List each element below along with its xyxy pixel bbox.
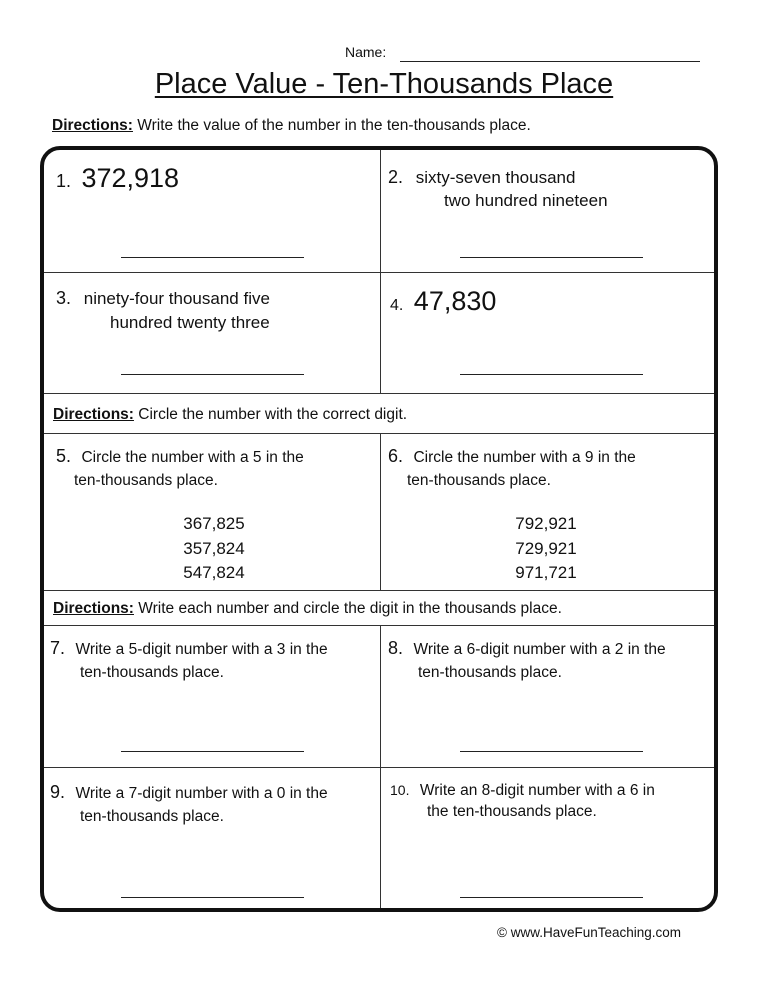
directions-label: Directions: bbox=[53, 600, 134, 617]
question-10 bbox=[390, 779, 655, 802]
copyright-footer[interactable]: © www.HaveFunTeaching.com bbox=[497, 925, 682, 940]
directions-text: Circle the number with the correct digit. bbox=[138, 406, 408, 423]
answer-line-1[interactable] bbox=[121, 257, 304, 258]
choice-option[interactable]: 729,921 bbox=[515, 538, 577, 558]
directions-label: Directions: bbox=[52, 117, 133, 134]
row-divider bbox=[44, 767, 714, 768]
directions-2 bbox=[53, 406, 407, 424]
answer-line-2[interactable] bbox=[460, 257, 643, 258]
question-value: 372,918 bbox=[81, 163, 180, 193]
question-text-line1: Write an 8-digit number with a 6 in bbox=[419, 782, 655, 799]
question-text-line1: sixty-seven thousand bbox=[415, 168, 576, 187]
directions-label: Directions: bbox=[53, 406, 134, 423]
answer-line-7[interactable] bbox=[121, 751, 304, 752]
question-2 bbox=[388, 165, 575, 190]
section-divider bbox=[44, 625, 714, 626]
question-text-line1: ninety-four thousand five bbox=[83, 289, 270, 308]
section-divider bbox=[44, 433, 714, 434]
question-value: 47,830 bbox=[413, 286, 497, 316]
directions-1 bbox=[52, 117, 531, 135]
choice-list-5 bbox=[154, 512, 274, 586]
question-4 bbox=[390, 286, 496, 317]
question-3 bbox=[56, 286, 270, 311]
question-number: 4. bbox=[390, 297, 404, 314]
answer-line-10[interactable] bbox=[460, 897, 643, 898]
question-number: 9. bbox=[50, 782, 66, 802]
question-text-line2: ten-thousands place. bbox=[80, 664, 224, 681]
question-text-line2: two hundred nineteen bbox=[444, 191, 608, 210]
answer-line-9[interactable] bbox=[121, 897, 304, 898]
choice-option[interactable]: 792,921 bbox=[515, 514, 577, 533]
question-number: 7. bbox=[50, 638, 66, 658]
directions-text: Write the value of the number in the ten-thousands place. bbox=[137, 117, 531, 134]
question-text-line2: ten-thousands place. bbox=[418, 664, 562, 681]
question-text-line2: ten-thousands place. bbox=[80, 808, 224, 825]
question-text-line1: Write a 5-digit number with a 3 in the bbox=[75, 641, 328, 658]
choice-option[interactable]: 367,825 bbox=[183, 514, 245, 533]
section-divider bbox=[44, 393, 714, 394]
question-1 bbox=[56, 163, 179, 194]
question-text-line2: ten-thousands place. bbox=[407, 472, 551, 489]
question-number: 5. bbox=[56, 446, 72, 466]
question-5 bbox=[56, 446, 304, 469]
question-7 bbox=[50, 638, 328, 661]
question-number: 6. bbox=[388, 446, 404, 466]
row-divider bbox=[44, 272, 714, 273]
question-number: 8. bbox=[388, 638, 404, 658]
question-number: 2. bbox=[388, 167, 404, 187]
question-text-line1: Circle the number with a 9 in the bbox=[413, 449, 636, 466]
answer-line-3[interactable] bbox=[121, 374, 304, 375]
page-title: Place Value - Ten-Thousands Place bbox=[154, 68, 614, 100]
column-divider bbox=[380, 433, 381, 590]
directions-text: Write each number and circle the digit in the thousands place. bbox=[138, 600, 562, 617]
answer-line-8[interactable] bbox=[460, 751, 643, 752]
name-label: Name: bbox=[345, 44, 387, 60]
choice-option[interactable]: 547,824 bbox=[183, 563, 245, 582]
choice-option[interactable]: 971,721 bbox=[515, 563, 577, 582]
choice-option[interactable]: 357,824 bbox=[183, 538, 245, 558]
question-text-line2: ten-thousands place. bbox=[74, 472, 218, 489]
question-text-line1: Write a 7-digit number with a 0 in the bbox=[75, 785, 328, 802]
question-text-line1: Write a 6-digit number with a 2 in the bbox=[413, 641, 666, 658]
section-divider bbox=[44, 590, 714, 591]
question-8 bbox=[388, 638, 666, 661]
choice-list-6 bbox=[486, 512, 606, 586]
directions-3 bbox=[53, 600, 562, 618]
question-6 bbox=[388, 446, 636, 469]
question-number: 10. bbox=[390, 782, 410, 798]
question-number: 3. bbox=[56, 288, 72, 308]
question-text-line2: the ten-thousands place. bbox=[427, 803, 597, 820]
question-number: 1. bbox=[56, 171, 72, 191]
name-answer-line[interactable] bbox=[400, 61, 700, 62]
answer-line-4[interactable] bbox=[460, 374, 643, 375]
question-text-line1: Circle the number with a 5 in the bbox=[81, 449, 304, 466]
question-9 bbox=[50, 782, 328, 805]
question-text-line2: hundred twenty three bbox=[110, 313, 270, 332]
